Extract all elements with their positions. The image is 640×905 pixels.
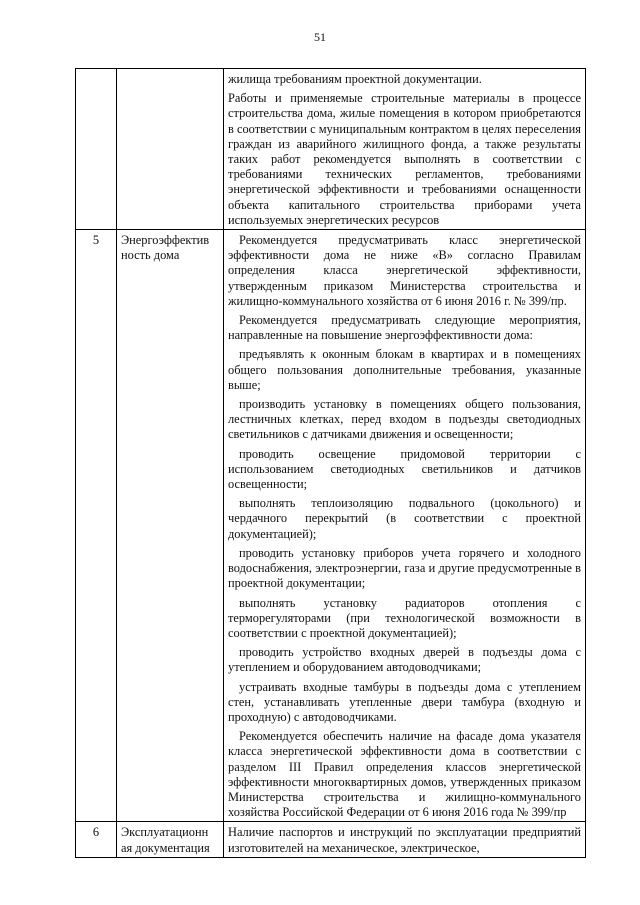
description-paragraph: устраивать входные тамбуры в подъезды дома с утеплением стен, устанавливать утепленные двери тамбура (входную и проходную) с автодоводчиками. [228,679,581,724]
row-title-cell [117,69,224,230]
description-paragraph: выполнять установку радиаторов отопления с терморегуляторами (при технологической возможности в соответствии с проектной документацией); [228,595,581,640]
row-number-cell: 5 [76,230,117,822]
description-paragraph: предъявлять к оконным блокам в квартирах и в помещениях общего пользования дополнительные требования, указанные выше; [228,347,581,392]
description-paragraph: Работы и применяемые строительные материалы в процессе строительства дома, жилые помещения в котором приобретаются в соответствии с муниципальным контрактом в целях переселения граждан из аварийного жилищного фонда, а также результаты таких работ рекомендуется выполнять в соответствии с требованиями технических регламентов, требованиями энергетической эффективности и требованиями оснащенности объекта капитального строительства приборами учета используемых энергетических ресурсов [228,91,581,227]
description-paragraph: проводить устройство входных дверей в подъезды дома с утеплением и оборудованием автодоводчиками; [228,645,581,675]
description-paragraph: проводить установку приборов учета горячего и холодного водоснабжения, электроэнергии, газа и другие предусмотренные в проектной документации; [228,545,581,591]
description-paragraph: Рекомендуется предусматривать следующие мероприятия, направленные на повышение энергоэффективности дома: [228,313,581,343]
description-paragraph: выполнять теплоизоляцию подвального (цокольного) и чердачного перекрытий (в соответствии с проектной документацией); [228,496,581,541]
row-description-cell [224,822,586,857]
row-description-cell [224,69,586,230]
description-paragraph: производить установку в помещениях общего пользования, лестничных клетках, перед входом в подъезды светодиодных светильников с датчиками движения и освещенности; [228,397,581,442]
row-number-cell: 6 [76,822,117,857]
description-paragraph: Рекомендуется предусматривать класс энергетической эффективности дома не ниже «В» согласно Правилам определения класса энергетической эффективности, утвержденным приказом Министерства строительства и жилищно-коммунального хозяйства от 6 июня 2016 г. № 399/пр. [228,233,581,308]
row-title-cell: Энергоэффектив ность дома [117,230,224,822]
row-description-cell [224,230,586,822]
requirements-table [75,68,586,858]
row-title-cell: Эксплуатационн ая документация [117,822,224,857]
description-paragraph: жилища требованиям проектной документации. [228,72,482,86]
table-row [76,69,586,230]
table-row [76,822,586,857]
description-paragraph: проводить освещение придомовой территории с использованием светодиодных светильников и датчиков освещенности; [228,446,581,492]
row-number-cell [76,69,117,230]
page-number: 51 [314,30,326,44]
table-row [76,230,586,822]
description-paragraph: Рекомендуется обеспечить наличие на фасаде дома указателя класса энергетической эффективности дома в соответствии с разделом III Правил определения классов энергетической эффективности многоквартирных домов, утвержденных приказом Министерства строительства и жилищно-коммунального хозяйства Российской Федерации от 6 июня 2016 года № 399/пр [228,729,581,820]
description-paragraph: Наличие паспортов и инструкций по эксплуатации предприятий изготовителей на механическое, электрическое, [228,825,581,855]
